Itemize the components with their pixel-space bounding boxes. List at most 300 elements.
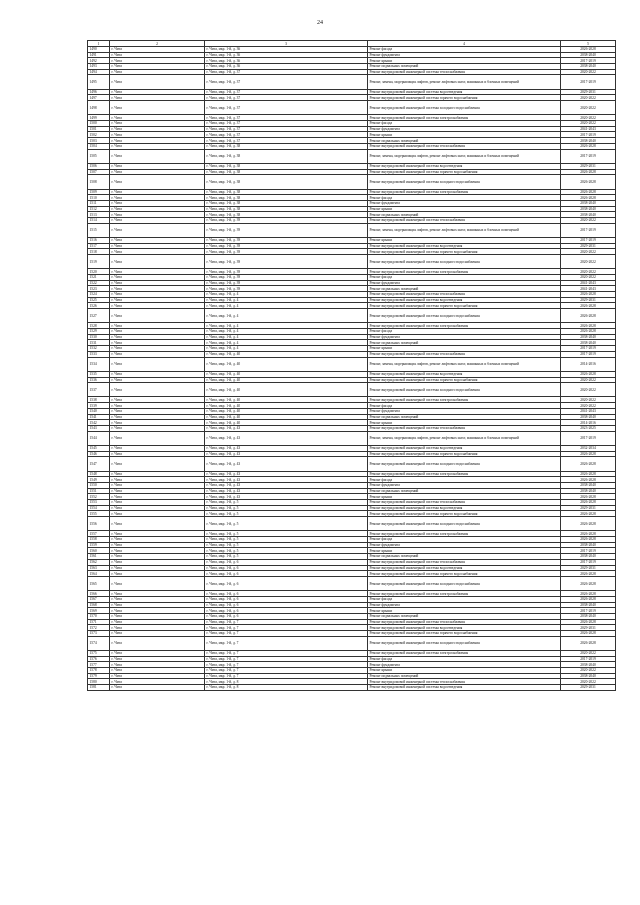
period-cell: 2020-2022 [561,377,616,383]
period-cell: 2026-2028 [561,571,616,577]
period-cell: 2020-2022 [561,650,616,656]
row-number-cell: 1520 [88,269,110,275]
row-number-cell: 1548 [88,471,110,477]
period-cell: 2020-2022 [561,403,616,409]
row-number-cell: 1511 [88,200,110,206]
municipality-cell: г. Чита [110,121,205,127]
municipality-cell: г. Чита [110,269,205,275]
work-type-cell: Ремонт, замена, модернизация лифтов, ремонт лифтовых шахт, машинных и блочных помещений [368,149,561,163]
address-cell: г. Чита, мкр. 1-й, д. 5 [205,505,368,511]
address-cell: г. Чита, мкр. 1-й, д. 39 [205,243,368,249]
municipality-cell: г. Чита [110,397,205,403]
municipality-cell: г. Чита [110,323,205,329]
table-row [88,685,616,691]
municipality-cell: г. Чита [110,408,205,414]
municipality-cell: г. Чита [110,297,205,303]
period-cell: 2026-2028 [561,596,616,602]
work-type-cell: Ремонт фасада [368,656,561,662]
row-number-cell: 1505 [88,149,110,163]
period-cell: 2017-2019 [561,608,616,614]
work-type-cell: Ремонт внутридомовой инженерной системы электроснабжения [368,323,561,329]
row-number-cell: 1531 [88,340,110,346]
municipality-cell: г. Чита [110,334,205,340]
work-type-cell: Ремонт фундамента [368,280,561,286]
period-cell: 2020-2022 [561,115,616,121]
period-cell: 2020-2022 [561,254,616,268]
header-cell-municipality: 2 [110,41,205,47]
municipality-cell: г. Чита [110,565,205,571]
address-cell: г. Чита, мкр. 1-й, д. 38 [205,169,368,175]
address-cell: г. Чита, мкр. 1-й, д. 36 [205,64,368,70]
row-number-cell: 1519 [88,254,110,268]
row-number-cell: 1547 [88,457,110,471]
work-type-cell: Ремонт подвальных помещений [368,286,561,292]
row-number-cell: 1494 [88,69,110,75]
work-type-cell: Ремонт внутридомовой инженерной системы водоотведения [368,371,561,377]
table-row [88,576,616,590]
address-cell: г. Чита, мкр. 1-й, д. 4 [205,297,368,303]
row-number-cell: 1545 [88,445,110,451]
work-type-cell: Ремонт внутридомовой инженерной системы горячего водоснабжения [368,377,561,383]
address-cell: г. Чита, мкр. 1-й, д. 7 [205,656,368,662]
address-cell: г. Чита, мкр. 1-й, д. 7 [205,673,368,679]
row-number-cell: 1544 [88,431,110,445]
period-cell: 2020-2022 [561,121,616,127]
municipality-cell: г. Чита [110,576,205,590]
address-cell: г. Чита, мкр. 1-й, д. 43 [205,445,368,451]
address-cell: г. Чита, мкр. 1-й, д. 38 [205,175,368,189]
address-cell: г. Чита, мкр. 1-й, д. 37 [205,121,368,127]
period-cell: 2026-2028 [561,47,616,53]
address-cell: г. Чита, мкр. 1-й, д. 43 [205,431,368,445]
row-number-cell: 1503 [88,138,110,144]
municipality-cell: г. Чита [110,169,205,175]
period-cell: 2026-2028 [561,630,616,636]
row-number-cell: 1536 [88,377,110,383]
period-cell: 2026-2028 [561,195,616,201]
table-row [88,431,616,445]
row-number-cell: 1539 [88,403,110,409]
period-cell: 2017-2019 [561,75,616,89]
row-number-cell: 1566 [88,591,110,597]
row-number-cell: 1558 [88,537,110,543]
work-type-cell: Ремонт фундамента [368,200,561,206]
row-number-cell: 1572 [88,625,110,631]
work-type-cell: Ремонт подвальных помещений [368,212,561,218]
row-number-cell: 1513 [88,212,110,218]
work-type-cell: Ремонт внутридомовой инженерной системы теплоснабжения [368,351,561,357]
address-cell: г. Чита, мкр. 1-й, д. 39 [205,237,368,243]
period-cell: 2014-2016 [561,420,616,426]
address-cell: г. Чита, мкр. 1-й, д. 6 [205,602,368,608]
period-cell: 2026-2028 [561,511,616,517]
table-row [88,636,616,650]
municipality-cell: г. Чита [110,292,205,298]
period-cell: 2038-2040 [561,64,616,70]
municipality-cell: г. Чита [110,679,205,685]
row-number-cell: 1571 [88,619,110,625]
work-type-cell: Ремонт внутридомовой инженерной системы теплоснабжения [368,559,561,565]
municipality-cell: г. Чита [110,47,205,53]
address-cell: г. Чита, мкр. 1-й, д. 5 [205,548,368,554]
row-number-cell: 1532 [88,346,110,352]
period-cell: 2038-2040 [561,602,616,608]
row-number-cell: 1510 [88,195,110,201]
period-cell: 2026-2028 [561,619,616,625]
work-type-cell: Ремонт фасада [368,477,561,483]
address-cell: г. Чита, мкр. 1-й, д. 38 [205,212,368,218]
work-type-cell: Ремонт внутридомовой инженерной системы холодного водоснабжения [368,383,561,397]
municipality-cell: г. Чита [110,383,205,397]
row-number-cell: 1527 [88,309,110,323]
municipality-cell: г. Чита [110,371,205,377]
address-cell: г. Чита, мкр. 1-й, д. 4 [205,292,368,298]
period-cell: 2026-2028 [561,323,616,329]
work-type-cell: Ремонт фасада [368,329,561,335]
work-type-cell: Ремонт крыши [368,237,561,243]
work-type-cell: Ремонт подвальных помещений [368,414,561,420]
address-cell: г. Чита, мкр. 1-й, д. 40 [205,377,368,383]
work-type-cell: Ремонт внутридомовой инженерной системы горячего водоснабжения [368,630,561,636]
work-type-cell: Ремонт внутридомовой инженерной системы холодного водоснабжения [368,254,561,268]
work-type-cell: Ремонт крыши [368,206,561,212]
row-number-cell: 1529 [88,329,110,335]
work-type-cell: Ремонт внутридомовой инженерной системы водоотведения [368,685,561,691]
address-cell: г. Чита, мкр. 1-й, д. 40 [205,351,368,357]
work-type-cell: Ремонт внутридомовой инженерной системы водоотведения [368,243,561,249]
work-type-cell: Ремонт крыши [368,58,561,64]
address-cell: г. Чита, мкр. 1-й, д. 5 [205,554,368,560]
work-type-cell: Ремонт внутридомовой инженерной системы теплоснабжения [368,425,561,431]
address-cell: г. Чита, мкр. 1-й, д. 40 [205,397,368,403]
municipality-cell: г. Чита [110,673,205,679]
address-cell: г. Чита, мкр. 1-й, д. 5 [205,542,368,548]
municipality-cell: г. Чита [110,163,205,169]
period-cell: 2020-2022 [561,269,616,275]
address-cell: г. Чита, мкр. 1-й, д. 7 [205,662,368,668]
work-type-cell: Ремонт крыши [368,420,561,426]
period-cell: 2014-2016 [561,357,616,371]
municipality-cell: г. Чита [110,500,205,506]
address-cell: г. Чита, мкр. 1-й, д. 43 [205,477,368,483]
period-cell: 2029-2031 [561,505,616,511]
work-type-cell: Ремонт внутридомовой инженерной системы горячего водоснабжения [368,249,561,255]
address-cell: г. Чита, мкр. 1-й, д. 6 [205,591,368,597]
address-cell: г. Чита, мкр. 1-й, д. 38 [205,163,368,169]
address-cell: г. Чита, мкр. 1-й, д. 38 [205,195,368,201]
period-cell: 2017-2019 [561,351,616,357]
period-cell: 2020-2022 [561,217,616,223]
row-number-cell: 1496 [88,89,110,95]
address-cell: г. Чита, мкр. 1-й, д. 37 [205,89,368,95]
period-cell: 2026-2028 [561,591,616,597]
row-number-cell: 1535 [88,371,110,377]
municipality-cell: г. Чита [110,431,205,445]
period-cell: 2026-2028 [561,537,616,543]
row-number-cell: 1551 [88,488,110,494]
period-cell: 2026-2028 [561,451,616,457]
row-number-cell: 1578 [88,668,110,674]
period-cell: 2041-2043 [561,408,616,414]
address-cell: г. Чита, мкр. 1-й, д. 4 [205,323,368,329]
municipality-cell: г. Чита [110,548,205,554]
address-cell: г. Чита, мкр. 1-й, д. 37 [205,69,368,75]
work-type-cell: Ремонт крыши [368,346,561,352]
address-cell: г. Чита, мкр. 1-й, д. 7 [205,630,368,636]
row-number-cell: 1570 [88,613,110,619]
row-number-cell: 1557 [88,531,110,537]
address-cell: г. Чита, мкр. 1-й, д. 37 [205,95,368,101]
address-cell: г. Чита, мкр. 1-й, д. 4 [205,329,368,335]
work-type-cell: Ремонт, замена, модернизация лифтов, ремонт лифтовых шахт, машинных и блочных помещений [368,357,561,371]
table-row [88,457,616,471]
row-number-cell: 1498 [88,101,110,115]
period-cell: 2038-2040 [561,52,616,58]
work-type-cell: Ремонт внутридомовой инженерной системы электроснабжения [368,591,561,597]
municipality-cell: г. Чита [110,445,205,451]
row-number-cell: 1562 [88,559,110,565]
period-cell: 2017-2019 [561,559,616,565]
work-type-cell: Ремонт внутридомовой инженерной системы горячего водоснабжения [368,169,561,175]
period-cell: 2017-2019 [561,548,616,554]
row-number-cell: 1573 [88,630,110,636]
address-cell: г. Чита, мкр. 1-й, д. 6 [205,613,368,619]
repair-schedule-table [87,40,616,691]
municipality-cell: г. Чита [110,223,205,237]
row-number-cell: 1577 [88,662,110,668]
work-type-cell: Ремонт внутридомовой инженерной системы горячего водоснабжения [368,511,561,517]
municipality-cell: г. Чита [110,329,205,335]
municipality-cell: г. Чита [110,554,205,560]
address-cell: г. Чита, мкр. 1-й, д. 40 [205,357,368,371]
municipality-cell: г. Чита [110,471,205,477]
municipality-cell: г. Чита [110,243,205,249]
municipality-cell: г. Чита [110,542,205,548]
work-type-cell: Ремонт подвальных помещений [368,488,561,494]
header-cell-address: 3 [205,41,368,47]
row-number-cell: 1490 [88,47,110,53]
work-type-cell: Ремонт внутридомовой инженерной системы электроснабжения [368,115,561,121]
row-number-cell: 1550 [88,482,110,488]
period-cell: 2029-2031 [561,565,616,571]
address-cell: г. Чита, мкр. 1-й, д. 40 [205,414,368,420]
work-type-cell: Ремонт внутридомовой инженерной системы холодного водоснабжения [368,636,561,650]
row-number-cell: 1508 [88,175,110,189]
page-number: 24 [317,20,323,26]
work-type-cell: Ремонт фундамента [368,334,561,340]
address-cell: г. Чита, мкр. 1-й, д. 37 [205,101,368,115]
address-cell: г. Чита, мкр. 1-й, д. 7 [205,619,368,625]
work-type-cell: Ремонт подвальных помещений [368,64,561,70]
municipality-cell: г. Чита [110,346,205,352]
municipality-cell: г. Чита [110,602,205,608]
municipality-cell: г. Чита [110,143,205,149]
work-type-cell: Ремонт внутридомовой инженерной системы водоотведения [368,297,561,303]
row-number-cell: 1499 [88,115,110,121]
address-cell: г. Чита, мкр. 1-й, д. 39 [205,254,368,268]
work-type-cell: Ремонт фундамента [368,602,561,608]
work-type-cell: Ремонт внутридомовой инженерной системы холодного водоснабжения [368,175,561,189]
municipality-cell: г. Чита [110,685,205,691]
address-cell: г. Чита, мкр. 1-й, д. 6 [205,559,368,565]
row-number-cell: 1540 [88,408,110,414]
address-cell: г. Чита, мкр. 1-й, д. 5 [205,511,368,517]
period-cell: 2038-2040 [561,542,616,548]
period-cell: 2026-2028 [561,303,616,309]
period-cell: 2020-2022 [561,383,616,397]
municipality-cell: г. Чита [110,254,205,268]
work-type-cell: Ремонт внутридомовой инженерной системы водоотведения [368,163,561,169]
table-row [88,101,616,115]
municipality-cell: г. Чита [110,630,205,636]
municipality-cell: г. Чита [110,403,205,409]
municipality-cell: г. Чита [110,69,205,75]
period-cell: 2029-2031 [561,625,616,631]
municipality-cell: г. Чита [110,505,205,511]
period-cell: 2038-2040 [561,340,616,346]
period-cell: 2026-2028 [561,500,616,506]
period-cell: 2017-2019 [561,431,616,445]
municipality-cell: г. Чита [110,511,205,517]
row-number-cell: 1501 [88,126,110,132]
municipality-cell: г. Чита [110,537,205,543]
period-cell: 2017-2019 [561,656,616,662]
address-cell: г. Чита, мкр. 1-й, д. 5 [205,537,368,543]
work-type-cell: Ремонт подвальных помещений [368,673,561,679]
period-cell: 2038-2040 [561,138,616,144]
row-number-cell: 1493 [88,64,110,70]
work-type-cell: Ремонт, замена, модернизация лифтов, ремонт лифтовых шахт, машинных и блочных помещений [368,223,561,237]
municipality-cell: г. Чита [110,75,205,89]
municipality-cell: г. Чита [110,650,205,656]
address-cell: г. Чита, мкр. 1-й, д. 37 [205,138,368,144]
period-cell: 2038-2040 [561,673,616,679]
row-number-cell: 1509 [88,189,110,195]
row-number-cell: 1563 [88,565,110,571]
work-type-cell: Ремонт внутридомовой инженерной системы горячего водоснабжения [368,95,561,101]
municipality-cell: г. Чита [110,149,205,163]
address-cell: г. Чита, мкр. 1-й, д. 38 [205,200,368,206]
period-cell: 2029-2031 [561,163,616,169]
municipality-cell: г. Чита [110,625,205,631]
address-cell: г. Чита, мкр. 1-й, д. 4 [205,340,368,346]
row-number-cell: 1517 [88,243,110,249]
header-cell-number: 1 [88,41,110,47]
work-type-cell: Ремонт внутридомовой инженерной системы теплоснабжения [368,619,561,625]
municipality-cell: г. Чита [110,115,205,121]
row-number-cell: 1569 [88,608,110,614]
address-cell: г. Чита, мкр. 1-й, д. 43 [205,457,368,471]
address-cell: г. Чита, мкр. 1-й, д. 37 [205,115,368,121]
address-cell: г. Чита, мкр. 1-й, д. 38 [205,149,368,163]
address-cell: г. Чита, мкр. 1-й, д. 38 [205,206,368,212]
work-type-cell: Ремонт внутридомовой инженерной системы теплоснабжения [368,143,561,149]
work-type-cell: Ремонт внутридомовой инженерной системы холодного водоснабжения [368,309,561,323]
address-cell: г. Чита, мкр. 1-й, д. 7 [205,668,368,674]
row-number-cell: 1575 [88,650,110,656]
municipality-cell: г. Чита [110,303,205,309]
municipality-cell: г. Чита [110,656,205,662]
work-type-cell: Ремонт внутридомовой инженерной системы горячего водоснабжения [368,303,561,309]
period-cell: 2041-2043 [561,280,616,286]
municipality-cell: г. Чита [110,212,205,218]
period-cell: 2026-2028 [561,517,616,531]
municipality-cell: г. Чита [110,451,205,457]
municipality-cell: г. Чита [110,494,205,500]
address-cell: г. Чита, мкр. 1-й, д. 36 [205,52,368,58]
address-cell: г. Чита, мкр. 1-й, д. 4 [205,309,368,323]
row-number-cell: 1555 [88,511,110,517]
row-number-cell: 1534 [88,357,110,371]
municipality-cell: г. Чита [110,477,205,483]
row-number-cell: 1492 [88,58,110,64]
period-cell: 2020-2022 [561,249,616,255]
row-number-cell: 1522 [88,280,110,286]
address-cell: г. Чита, мкр. 1-й, д. 5 [205,531,368,537]
work-type-cell: Ремонт подвальных помещений [368,340,561,346]
municipality-cell: г. Чита [110,613,205,619]
address-cell: г. Чита, мкр. 1-й, д. 43 [205,451,368,457]
municipality-cell: г. Чита [110,351,205,357]
municipality-cell: г. Чита [110,357,205,371]
work-type-cell: Ремонт подвальных помещений [368,554,561,560]
municipality-cell: г. Чита [110,189,205,195]
work-type-cell: Ремонт фасада [368,47,561,53]
municipality-cell: г. Чита [110,95,205,101]
row-number-cell: 1559 [88,542,110,548]
address-cell: г. Чита, мкр. 1-й, д. 4 [205,346,368,352]
row-number-cell: 1507 [88,169,110,175]
period-cell: 2038-2040 [561,554,616,560]
period-cell: 2017-2019 [561,149,616,163]
work-type-cell: Ремонт крыши [368,668,561,674]
period-cell: 2017-2019 [561,58,616,64]
period-cell: 2020-2022 [561,679,616,685]
period-cell: 2017-2019 [561,132,616,138]
row-number-cell: 1506 [88,163,110,169]
address-cell: г. Чита, мкр. 1-й, д. 6 [205,608,368,614]
period-cell: 2026-2028 [561,636,616,650]
period-cell: 2032-2034 [561,445,616,451]
row-number-cell: 1518 [88,249,110,255]
row-number-cell: 1554 [88,505,110,511]
row-number-cell: 1537 [88,383,110,397]
row-number-cell: 1579 [88,673,110,679]
period-cell: 2038-2040 [561,212,616,218]
period-cell: 2026-2028 [561,169,616,175]
period-cell: 2026-2028 [561,531,616,537]
work-type-cell: Ремонт крыши [368,494,561,500]
work-type-cell: Ремонт крыши [368,132,561,138]
address-cell: г. Чита, мкр. 1-й, д. 36 [205,58,368,64]
address-cell: г. Чита, мкр. 1-й, д. 39 [205,274,368,280]
address-cell: г. Чита, мкр. 1-й, д. 6 [205,565,368,571]
work-type-cell: Ремонт подвальных помещений [368,613,561,619]
address-cell: г. Чита, мкр. 1-й, д. 5 [205,500,368,506]
row-number-cell: 1560 [88,548,110,554]
table-row [88,75,616,89]
work-type-cell: Ремонт внутридомовой инженерной системы электроснабжения [368,397,561,403]
row-number-cell: 1581 [88,685,110,691]
address-cell: г. Чита, мкр. 1-й, д. 7 [205,625,368,631]
municipality-cell: г. Чита [110,286,205,292]
address-cell: г. Чита, мкр. 1-й, д. 37 [205,126,368,132]
work-type-cell: Ремонт внутридомовой инженерной системы теплоснабжения [368,679,561,685]
municipality-cell: г. Чита [110,414,205,420]
address-cell: г. Чита, мкр. 1-й, д. 39 [205,217,368,223]
work-type-cell: Ремонт крыши [368,548,561,554]
row-number-cell: 1553 [88,500,110,506]
